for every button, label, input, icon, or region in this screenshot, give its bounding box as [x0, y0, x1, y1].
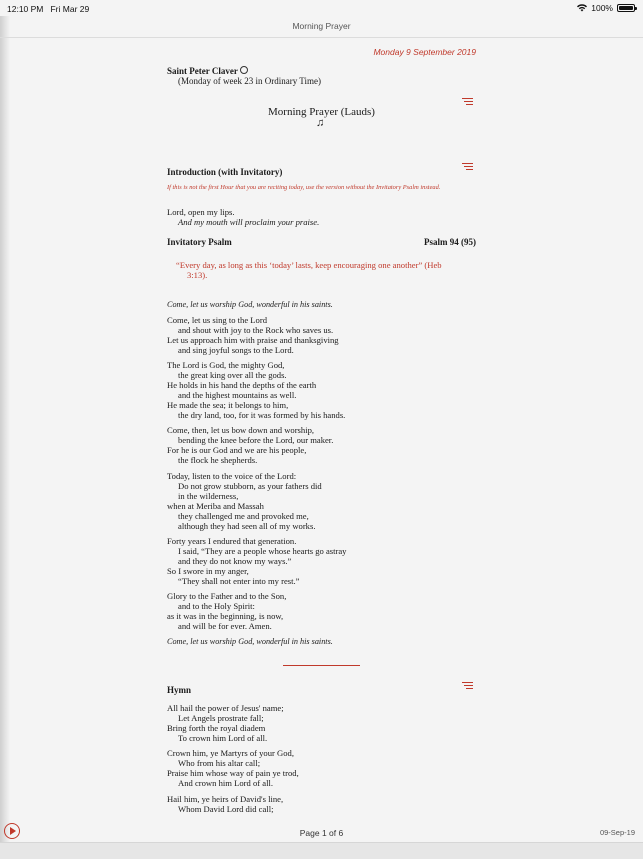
hymn-stanza: Crown him, ye Martyrs of your God, Who from his altar call; Praise him whose way of pain ye trod, And crown him Lord of all. — [167, 748, 299, 789]
stanza: Come, let us sing to the Lord and shout with joy to the Rock who saves us. Let us approach him with praise and thanksgiving and sing joyful songs to the Lord. — [167, 315, 339, 356]
section-heading-hymn: Hymn — [167, 685, 192, 695]
status-right — [577, 3, 635, 13]
page-indicator: Page 1 of 6 — [299, 828, 344, 838]
section-menu-icon[interactable] — [462, 98, 473, 106]
nav-title: Morning Prayer — [292, 21, 351, 31]
section-heading-introduction: Introduction (with Invitatory) — [167, 167, 283, 177]
hymn-stanza: Hail him, ye heirs of David's line, Whom David Lord did call; — [167, 794, 284, 815]
hymn-stanza: All hail the power of Jesus' name; Let Angels prostrate fall; Bring forth the royal diadem To crown him Lord of all. — [167, 703, 284, 744]
liturgical-date: Monday 9 September 2019 — [373, 47, 476, 57]
stanza: The Lord is God, the mighty God, the great king over all the gods. He holds in his hand the depths of the earth and the highest mountains as well. He made the sea; it belongs to him, the dry land, too, for it was formed by his hands. — [167, 360, 346, 421]
antiphon: Come, let us worship God, wonderful in his saints. — [167, 637, 333, 646]
doxology: Glory to the Father and to the Son, and to the Holy Spirit: as it was in the beginning, is now, and will be for ever. Amen. — [167, 591, 287, 632]
versicle: Lord, open my lips. And my mouth will proclaim your praise. — [167, 207, 320, 228]
saint-of-day: Saint Peter Claver — [167, 66, 248, 76]
section-menu-icon[interactable] — [462, 163, 473, 171]
section-divider — [283, 665, 360, 666]
bottom-bar — [0, 842, 643, 859]
battery-icon — [617, 4, 635, 12]
memorial-circle-icon — [240, 66, 248, 74]
stanza: Forty years I endured that generation. I said, “They are a people whose hearts go astray and they do not know my ways.” So I swore in my anger, “They shall not enter into my rest.” — [167, 536, 347, 587]
battery-percent: 100% — [591, 3, 613, 13]
antiphon: Come, let us worship God, wonderful in his saints. — [167, 300, 333, 309]
psalm-reference: Psalm 94 (95) — [424, 237, 476, 247]
status-time: 12:10 PM Fri Mar 29 — [7, 4, 90, 14]
section-menu-icon[interactable] — [462, 682, 473, 690]
stanza: Today, listen to the voice of the Lord: Do not grow stubborn, as your fathers did in the wilderness, when at Meriba and Massah they challenged me and provoked me, although they had seen all of my works. — [167, 471, 322, 532]
page-edge-shadow — [0, 16, 10, 842]
footer-date: 09-Sep-19 — [599, 828, 635, 837]
status-bar — [0, 0, 643, 16]
stanza: Come, then, let us bow down and worship, bending the knee before the Lord, our maker. For he is our God and we are his people, the flock he shepherds. — [167, 425, 334, 466]
section-heading-invitatory: Invitatory Psalm — [167, 237, 232, 247]
rubric: If this is not the first Hour that you are reciting today, use the version without the Invitatory Psalm instead. — [167, 184, 441, 191]
music-note-icon[interactable]: ♫ — [316, 117, 325, 129]
psalm-quote: “Every day, as long as this ‘today’ lasts, keep encouraging one another” (Heb 3:13). — [176, 260, 442, 280]
wifi-icon — [577, 4, 587, 12]
hour-title: Morning Prayer (Lauds) — [268, 106, 375, 118]
nav-divider — [0, 37, 643, 38]
saint-subtitle: (Monday of week 23 in Ordinary Time) — [178, 76, 321, 86]
